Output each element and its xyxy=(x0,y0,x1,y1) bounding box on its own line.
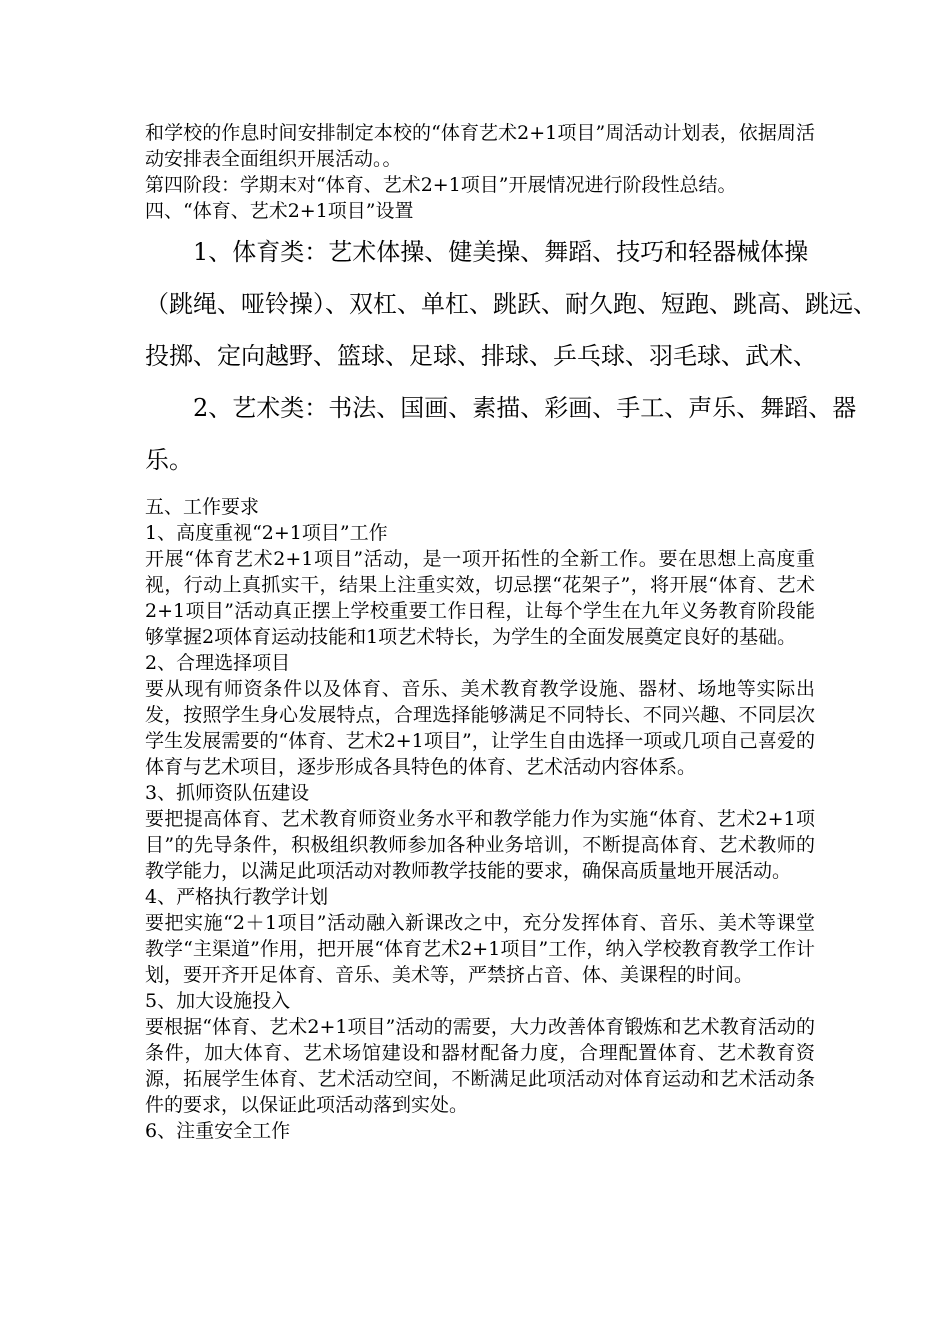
item-body: 要根据“体育、艺术2+1项目”活动的需要，大力改善体育锻炼和艺术教育活动的条件，加大体育、艺术场馆建设和器材配备力度，合理配置体育、艺术教育资源，拓展学生体育、艺术活动空间，不断满足此项活动对体育运动和艺术活动条件的要求，以保证此项活动落到实处。 xyxy=(145,1016,815,1116)
paragraph-schedule: 和学校的作息时间安排制定本校的“体育艺术2+1项目”周活动计划表，依据周活动安排表全面组织开展活动。。 xyxy=(145,122,815,170)
section-four-heading: 四、“体育、艺术2+1项目”设置 xyxy=(145,200,414,222)
item-title: 2、合理选择项目 xyxy=(145,652,291,674)
item-title: 3、抓师资队伍建设 xyxy=(145,782,310,804)
item-body: 开展“体育艺术2+1项目”活动，是一项开拓性的全新工作。要在思想上高度重视，行动上真抓实干，结果上注重实效，切忌摆“花架子”，将开展“体育、艺术2+1项目”活动真正摆上学校重要工作日程，让每个学生在九年义务教育阶段能够掌握2项体育运动技能和1项艺术特长，为学生的全面发展奠定良好的基础。 xyxy=(145,548,815,648)
spacer xyxy=(145,486,815,494)
sports-category-block xyxy=(145,226,877,382)
item-body: 要把提高体育、艺术教育师资业务水平和教学能力作为实施“体育、艺术2+1项目”的先导条件，积极组织教师参加各种业务培训，不断提高体育、艺术教师的教学能力，以满足此项活动对教师教学技能的要求，确保高质量地开展活动。 xyxy=(145,808,815,882)
arts-category-block xyxy=(145,382,857,486)
arts-line-2: 乐。 xyxy=(145,446,193,474)
item-title: 5、加大设施投入 xyxy=(145,990,291,1012)
document-content xyxy=(145,120,877,1144)
sports-line-2: （跳绳、哑铃操）、双杠、单杠、跳跃、耐久跑、短跑、跳高、跳远、 xyxy=(145,290,877,318)
item-title: 4、严格执行教学计划 xyxy=(145,886,329,908)
item-body: 要把实施“2＋1项目”活动融入新课改之中，充分发挥体育、音乐、美术等课堂教学“主渠道”作用，把开展“体育艺术2+1项目”工作，纳入学校教育教学工作计划，要开齐开足体育、音乐、美术等，严禁挤占音、体、美课程的时间。 xyxy=(145,912,815,986)
section-five-heading: 五、工作要求 xyxy=(145,496,260,518)
arts-line-1: 2、艺术类：书法、国画、素描、彩画、手工、声乐、舞蹈、器 xyxy=(193,394,857,422)
paragraph-stage-four: 第四阶段：学期末对“体育、艺术2+1项目”开展情况进行阶段性总结。 xyxy=(145,174,737,196)
sports-line-1: 1、体育类：艺术体操、健美操、舞蹈、技巧和轻器械体操 xyxy=(193,238,809,266)
item-title: 1、高度重视“2+1项目”工作 xyxy=(145,522,388,544)
sports-line-3: 投掷、定向越野、篮球、足球、排球、乒乓球、羽毛球、武术、 xyxy=(145,342,817,370)
item-body: 要从现有师资条件以及体育、音乐、美术教育教学设施、器材、场地等实际出发，按照学生身心发展特点，合理选择能够满足不同特长、不同兴趣、不同层次学生发展需要的“体育、艺术2+1项目”，让学生自由选择一项或几项自己喜爱的体育与艺术项目，逐步形成各具特色的体育、艺术活动内容体系。 xyxy=(145,678,815,778)
item-title: 6、注重安全工作 xyxy=(145,1120,291,1142)
